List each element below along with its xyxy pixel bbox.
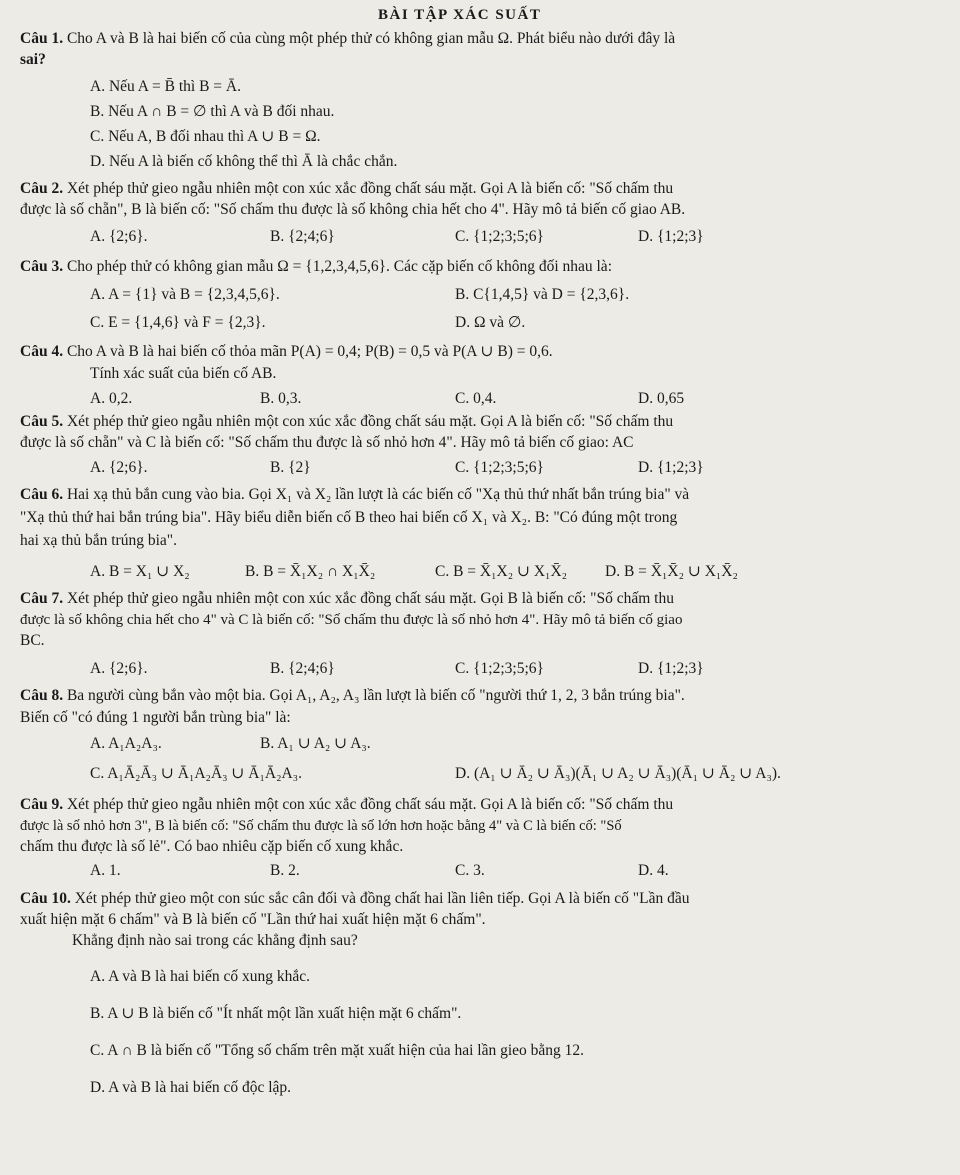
question-9-text-cont: được là số nhỏ hơn 3", B là biến cố: "Số chấm thu được là số lớn hơn hoặc bằng 4" và C là biến cố: "Số xyxy=(20,818,622,834)
question-9-stem xyxy=(20,796,673,814)
question-1-option-d[interactable]: D. Nếu A là biến cố không thể thì Ā là chắc chắn. xyxy=(90,153,398,170)
question-5-text-cont: được là số chẵn" và C là biến cố: "Số chấm thu được là số nhỏ hơn 4". Hãy mô tả biến cố giao: AC xyxy=(20,434,634,451)
question-10-stem xyxy=(20,890,689,908)
question-8-text: Ba người cùng bắn vào một bia. Gọi A₁, A₂, A₃ lần lượt là biến cố "người thứ 1, 2, 3 bắn trúng bia". xyxy=(66,687,685,704)
question-8-option-a[interactable]: A. A₁A₂A₃. xyxy=(90,735,162,752)
question-8-option-b[interactable]: B. A₁ ∪ A₂ ∪ A₃. xyxy=(260,735,371,752)
question-8-label: Câu 8. xyxy=(20,687,64,704)
question-2-stem xyxy=(20,180,673,198)
question-1-label: Câu 1. xyxy=(20,30,64,47)
question-9-option-d[interactable]: D. 4. xyxy=(638,862,669,879)
question-4-option-d[interactable]: D. 0,65 xyxy=(638,390,685,407)
question-10-label: Câu 10. xyxy=(20,890,71,907)
question-6-text-cont-2: hai xạ thủ bắn trúng bia". xyxy=(20,532,177,549)
question-2-text: Xét phép thử gieo ngẫu nhiên một con xúc xắc đồng chất sáu mặt. Gọi A là biến cố: "Số chấm thu xyxy=(66,180,674,197)
question-4-text-cont: Tính xác suất của biến cố AB. xyxy=(90,365,277,382)
question-8-text-cont: Biến cố "có đúng 1 người bắn trùng bia" là: xyxy=(20,709,291,726)
question-2-option-c[interactable]: C. {1;2;3;5;6} xyxy=(455,228,544,245)
question-9-option-a[interactable]: A. 1. xyxy=(90,862,121,879)
question-1-option-c[interactable]: C. Nếu A, B đối nhau thì A ∪ B = Ω. xyxy=(90,128,321,145)
question-6-option-a[interactable]: A. B = X₁ ∪ X₂ xyxy=(90,563,190,580)
question-3-option-c[interactable]: C. E = {1,4,6} và F = {2,3}. xyxy=(90,314,266,331)
question-3-text: Cho phép thử có không gian mẫu Ω = {1,2,3,4,5,6}. Các cặp biến cố không đối nhau là: xyxy=(66,258,612,275)
question-3-label: Câu 3. xyxy=(20,258,64,275)
question-1-option-b[interactable]: B. Nếu A ∩ B = ∅ thì A và B đối nhau. xyxy=(90,103,335,120)
question-3-stem xyxy=(20,258,612,276)
question-7-text-cont: được là số không chia hết cho 4" và C là biến cố: "Số chấm thu được là số nhỏ hơn 4". Hãy mô tả biến cố giao xyxy=(20,612,683,628)
question-2-option-b[interactable]: B. {2;4;6} xyxy=(270,228,335,245)
question-9-text: Xét phép thử gieo ngẫu nhiên một con xúc xắc đồng chất sáu mặt. Gọi A là biến cố: "Số chấm thu xyxy=(66,796,674,813)
question-4-text: Cho A và B là hai biến cố thỏa mãn P(A) = 0,4; P(B) = 0,5 và P(A ∪ B) = 0,6. xyxy=(66,343,553,360)
question-2-option-d[interactable]: D. {1;2;3} xyxy=(638,228,704,245)
question-5-option-c[interactable]: C. {1;2;3;5;6} xyxy=(455,459,544,476)
question-3-option-a[interactable]: A. A = {1} và B = {2,3,4,5,6}. xyxy=(90,286,280,303)
question-10-text-cont: xuất hiện mặt 6 chấm" và B là biến cố "Lần thứ hai xuất hiện mặt 6 chấm". xyxy=(20,911,486,928)
question-4-stem xyxy=(20,343,553,361)
question-10-option-a[interactable]: A. A và B là hai biến cố xung khắc. xyxy=(90,968,310,985)
question-9-option-b[interactable]: B. 2. xyxy=(270,862,300,879)
question-7-option-b[interactable]: B. {2;4;6} xyxy=(270,660,335,677)
question-4-option-b[interactable]: B. 0,3. xyxy=(260,390,302,407)
question-2-text-cont: được là số chẵn", B là biến cố: "Số chấm thu được là số không chia hết cho 4". Hãy mô tả biến cố giao AB. xyxy=(20,201,686,218)
question-8-stem xyxy=(20,687,685,705)
question-5-option-b[interactable]: B. {2} xyxy=(270,459,311,476)
question-9-text-cont-2: chấm thu được là số lẻ". Có bao nhiêu cặp biến cố xung khắc. xyxy=(20,838,404,855)
question-3-option-d[interactable]: D. Ω và ∅. xyxy=(455,314,526,331)
question-6-text-cont: "Xạ thủ thứ hai bắn trúng bia". Hãy biểu diễn biến cố B theo hai biến cố X₁ và X₂. B: "Có đúng một trong xyxy=(20,509,678,526)
question-10-text-cont-2: Khẳng định nào sai trong các khẳng định sau? xyxy=(72,932,358,949)
question-4-option-a[interactable]: A. 0,2. xyxy=(90,390,133,407)
question-6-option-c[interactable]: C. B = X̄₁X₂ ∪ X₁X̄₂ xyxy=(435,563,568,580)
question-10-option-b[interactable]: B. A ∪ B là biến cố "Ít nhất một lần xuất hiện mặt 6 chấm". xyxy=(90,1005,462,1022)
question-7-label: Câu 7. xyxy=(20,590,64,607)
question-4-option-c[interactable]: C. 0,4. xyxy=(455,390,497,407)
question-5-option-a[interactable]: A. {2;6}. xyxy=(90,459,148,476)
question-2-option-a[interactable]: A. {2;6}. xyxy=(90,228,148,245)
question-3-option-b[interactable]: B. C{1,4,5} và D = {2,3,6}. xyxy=(455,286,630,303)
question-10-text: Xét phép thử gieo một con súc sắc cân đối và đồng chất hai lần liên tiếp. Gọi A là biến cố "Lần đầu xyxy=(74,890,690,907)
question-5-option-d[interactable]: D. {1;2;3} xyxy=(638,459,704,476)
question-6-option-d[interactable]: D. B = X̄₁X̄₂ ∪ X₁X̄₂ xyxy=(605,563,738,580)
question-1-text: Cho A và B là hai biến cố của cùng một phép thử có không gian mẫu Ω. Phát biểu nào dưới đây là xyxy=(66,30,676,47)
page-title: BÀI TẬP XÁC SUẤT xyxy=(378,7,542,23)
question-9-label: Câu 9. xyxy=(20,796,64,813)
question-1-stem xyxy=(20,30,675,48)
question-6-option-b[interactable]: B. B = X̄₁X₂ ∩ X₁X̄₂ xyxy=(245,563,376,580)
question-7-option-c[interactable]: C. {1;2;3;5;6} xyxy=(455,660,544,677)
question-7-option-d[interactable]: D. {1;2;3} xyxy=(638,660,704,677)
question-6-text: Hai xạ thủ bắn cung vào bia. Gọi X₁ và X₂ lần lượt là các biến cố "Xạ thủ thứ nhất bắn trúng bia" và xyxy=(66,486,690,503)
question-7-option-a[interactable]: A. {2;6}. xyxy=(90,660,148,677)
question-7-text: Xét phép thử gieo ngẫu nhiên một con xúc xắc đồng chất sáu mặt. Gọi B là biến cố: "Số chấm thu xyxy=(66,590,674,607)
question-2-label: Câu 2. xyxy=(20,180,64,197)
question-9-option-c[interactable]: C. 3. xyxy=(455,862,485,879)
question-5-stem xyxy=(20,413,673,431)
question-7-text-cont-2: BC. xyxy=(20,632,45,649)
question-1-option-a[interactable]: A. Nếu A = B̄ thì B = Ā. xyxy=(90,78,241,95)
question-8-option-d[interactable]: D. (A₁ ∪ Ā₂ ∪ Ā₃)(Ā₁ ∪ A₂ ∪ Ā₃)(Ā₁ ∪ Ā₂ ∪ A₃). xyxy=(455,765,781,782)
question-1-text-cont: sai? xyxy=(20,51,46,68)
question-10-option-d[interactable]: D. A và B là hai biến cố độc lập. xyxy=(90,1079,292,1096)
question-10-option-c[interactable]: C. A ∩ B là biến cố "Tổng số chấm trên mặt xuất hiện của hai lần gieo bằng 12. xyxy=(90,1042,585,1059)
question-6-stem xyxy=(20,486,689,504)
question-6-label: Câu 6. xyxy=(20,486,64,503)
question-8-option-c[interactable]: C. A₁Ā₂Ā₃ ∪ Ā₁A₂Ā₃ ∪ Ā₁Ā₂A₃. xyxy=(90,765,302,782)
question-5-label: Câu 5. xyxy=(20,413,64,430)
question-4-label: Câu 4. xyxy=(20,343,64,360)
question-7-stem xyxy=(20,590,674,608)
question-5-text: Xét phép thử gieo ngẫu nhiên một con xúc xắc đồng chất sáu mặt. Gọi A là biến cố: "Số chấm thu xyxy=(66,413,674,430)
